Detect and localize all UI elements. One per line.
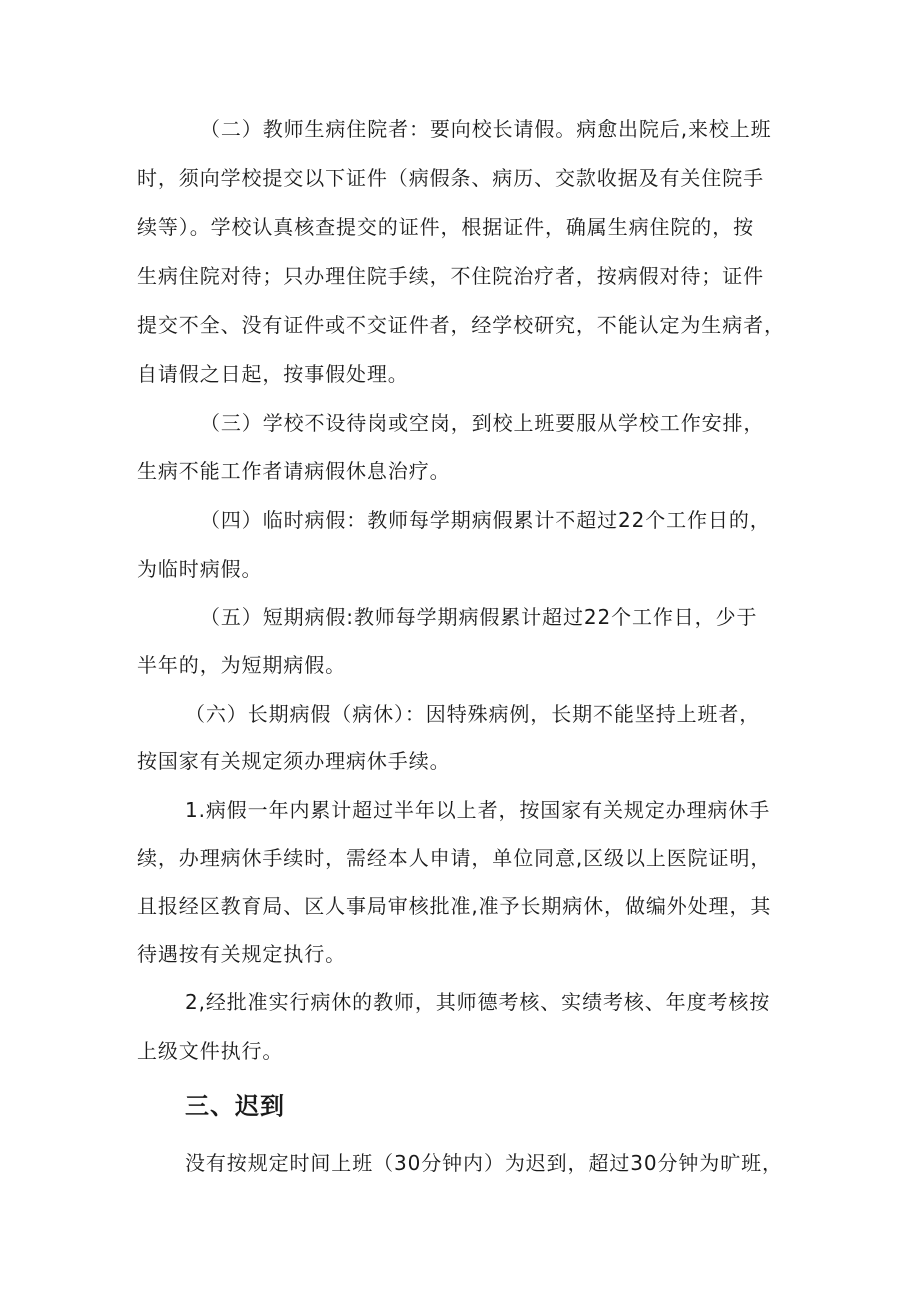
paragraph-6-line-2: 按国家有关规定须办理病休手续。 [137, 749, 451, 773]
paragraph-5-line-1: （五）短期病假:教师每学期病假累计超过22个工作日，少于 [200, 605, 758, 629]
item-2-line-2: 上级文件执行。 [137, 1039, 284, 1063]
paragraph-4-line-2: 为临时病假。 [137, 557, 263, 581]
item-1-line-4: 待遇按有关规定执行。 [137, 942, 346, 966]
item-1-line-3: 且报经区教育局、区人事局审核批准,准予长期病休，做编外处理，其 [137, 894, 772, 918]
paragraph-4-line-1: （四）临时病假：教师每学期病假累计不超过22个工作日的， [200, 508, 771, 532]
paragraph-5-line-2: 半年的，为短期病假。 [137, 653, 346, 677]
paragraph-6-line-1: （六）长期病假（病休）：因特殊病例，长期不能坚持上班者， [185, 702, 761, 726]
paragraph-2-line-4: 生病住院对待；只办理住院手续，不住院治疗者，按病假对待；证件 [137, 264, 764, 288]
paragraph-3-line-1: （三）学校不设待岗或空岗，到校上班要服从学校工作安排， [200, 411, 765, 435]
item-2-line-1: 2,经批准实行病休的教师，其师德考核、实绩考核、年度考核按 [185, 990, 771, 1014]
paragraph-2-line-6: 自请假之日起，按事假处理。 [137, 362, 409, 386]
section-paragraph-line-1: 没有按规定时间上班（30分钟内）为迟到，超过30分钟为旷班， [185, 1151, 783, 1175]
paragraph-2-line-2: 时，须向学校提交以下证件（病假条、病历、交款收据及有关住院手 [137, 166, 764, 190]
paragraph-2-line-3: 续等）。学校认真核查提交的证件，根据证件，确属生病住院的，按 [137, 215, 754, 239]
paragraph-2-line-1: （二）教师生病住院者：要向校长请假。病愈出院后,来校上班 [200, 117, 772, 141]
item-1-line-2: 续，办理病休手续时，需经本人申请，单位同意,区级以上医院证明， [137, 846, 772, 870]
paragraph-3-line-2: 生病不能工作者请病假休息治疗。 [137, 459, 451, 483]
paragraph-2-line-5: 提交不全、没有证件或不交证件者，经学校研究，不能认定为生病者， [137, 313, 785, 337]
item-1-line-1: 1.病假一年内累计超过半年以上者，按国家有关规定办理病休手 [185, 798, 771, 822]
section-heading: 三、迟到 [185, 1092, 285, 1120]
